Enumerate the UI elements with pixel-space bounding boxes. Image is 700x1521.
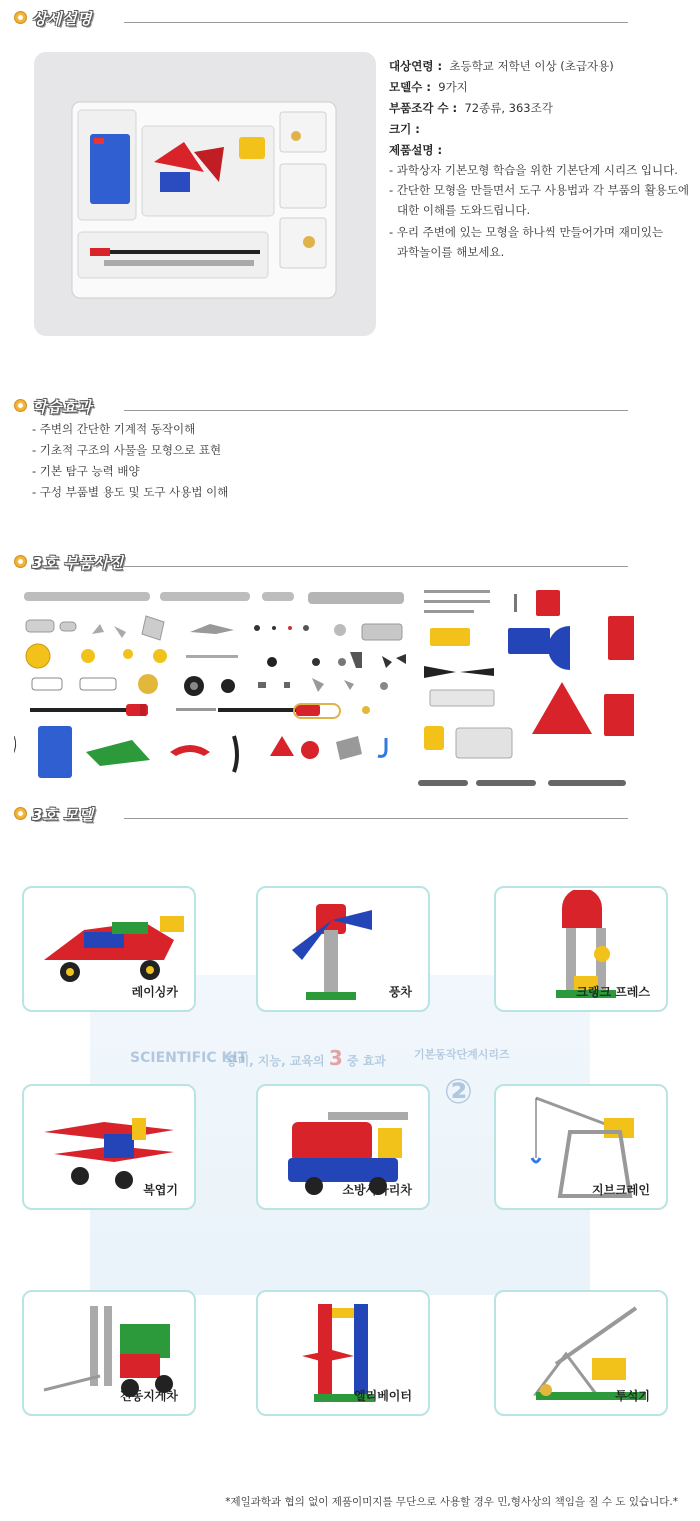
- info-pieces: [389, 100, 553, 116]
- model-card: [22, 886, 196, 1012]
- model-label: 지브크레인: [592, 1183, 650, 1197]
- section-title: 3호 모델: [32, 806, 94, 824]
- desc-line: - 과학상자 기본모형 학습을 위한 기본단계 시리즈 입니다.: [389, 163, 678, 177]
- slogan-text: 흥미, 지능, 교육의: [226, 1054, 325, 1068]
- desc-line: - 간단한 모형을 만들면서 도구 사용법과 각 부품의 활용도에: [389, 183, 690, 197]
- race-car-illustration: [24, 892, 194, 992]
- slogan-text: 중 효과: [346, 1054, 386, 1068]
- learning-item: - 기초적 구조의 사물을 모형으로 표현: [32, 443, 222, 457]
- background-slogan: [226, 1046, 386, 1070]
- section-title: 학습효과: [32, 398, 92, 416]
- divider: [124, 22, 628, 23]
- background-number: ②: [444, 1072, 473, 1112]
- info-age: [389, 58, 614, 74]
- model-card: [256, 886, 430, 1012]
- gear-icon: [14, 807, 27, 820]
- info-value: 초등학교 저학년 이상 (초급자용): [449, 59, 614, 73]
- background-brand: SCIENTIFIC KIT: [130, 1050, 248, 1066]
- model-card: [256, 1290, 430, 1416]
- desc-line: 대한 이해를 도와드립니다.: [397, 203, 531, 217]
- model-card: [494, 886, 668, 1012]
- parts-illustration: [14, 586, 634, 792]
- info-value: 72종류, 363조각: [464, 101, 553, 115]
- copyright-notice: *제일과학과 협의 없이 제품이미지를 무단으로 사용할 경우 민,형사상의 책임을 질 수 도 있습니다.*: [225, 1496, 678, 1508]
- divider: [124, 818, 628, 819]
- divider: [124, 410, 628, 411]
- model-card: [494, 1290, 668, 1416]
- section-header-detail: [14, 8, 628, 32]
- info-value: 9가지: [438, 80, 468, 94]
- divider: [124, 566, 628, 567]
- gear-icon: [14, 399, 27, 412]
- info-desc-label: [389, 142, 442, 158]
- model-card: [256, 1084, 430, 1210]
- learning-item: - 구성 부품별 용도 및 도구 사용법 이해: [32, 485, 229, 499]
- section-header-parts: [14, 552, 628, 576]
- parts-photo: [14, 586, 634, 792]
- model-label: 복엽기: [143, 1183, 178, 1197]
- gear-icon: [14, 555, 27, 568]
- info-label: 모델수 :: [389, 80, 431, 94]
- model-label: 레이싱카: [131, 985, 178, 999]
- model-label: 전동지게차: [120, 1389, 178, 1403]
- info-size: [389, 121, 420, 137]
- section-title: 3호 부품사진: [32, 554, 124, 572]
- info-label: 크기 :: [389, 122, 420, 136]
- model-label: 크랭크 프레스: [576, 985, 650, 999]
- section-header-learning: [14, 396, 628, 420]
- section-title: 상세설명: [32, 10, 92, 28]
- desc-line: - 우리 주변에 있는 모형을 하나씩 만들어가며 재미있는: [389, 225, 664, 239]
- learning-item: - 기본 탐구 능력 배양: [32, 464, 140, 478]
- model-label: 엘리베이터: [354, 1389, 412, 1403]
- model-card: [22, 1084, 196, 1210]
- slogan-number: 3: [328, 1046, 343, 1070]
- tray-illustration: [34, 52, 376, 336]
- info-label: 제품설명 :: [389, 143, 443, 157]
- product-tray-image: [34, 52, 376, 336]
- gear-icon: [14, 11, 27, 24]
- model-label: 투석기: [615, 1389, 650, 1403]
- desc-line: 과학놀이를 해보세요.: [397, 245, 505, 259]
- section-header-models: [14, 804, 628, 828]
- model-label: 풍차: [388, 985, 412, 999]
- background-series: 기본동작단계시리즈: [414, 1048, 510, 1061]
- model-card: [494, 1084, 668, 1210]
- info-label: 부품조각 수 :: [389, 101, 458, 115]
- learning-item: - 주변의 간단한 기계적 동작이해: [32, 422, 196, 436]
- model-label: 소방사다리차: [342, 1183, 412, 1197]
- info-label: 대상연령 :: [389, 59, 443, 73]
- model-card: [22, 1290, 196, 1416]
- info-models: [389, 79, 468, 95]
